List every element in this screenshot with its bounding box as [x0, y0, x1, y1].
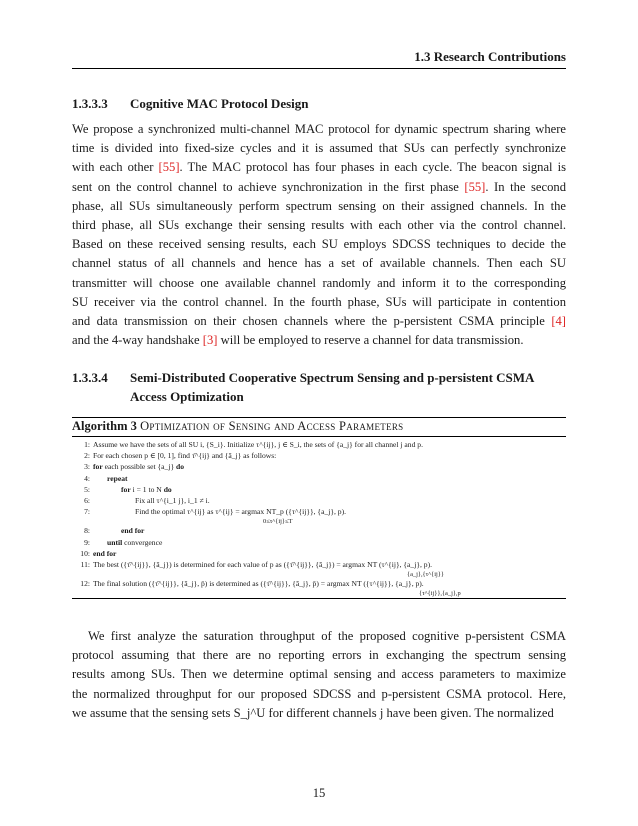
keyword: do: [176, 462, 185, 472]
line-text: Assume we have the sets of all SU i, {S_i}. Initialize τ^{ij}, j ∈ S_i, the sets of {a_j} for all channel j and p.: [93, 440, 423, 449]
section-title-line2: Access Optimization: [130, 389, 244, 404]
text-run: sent on the control channel to achieve synchronization in the first phase: [72, 179, 465, 194]
citation-link[interactable]: [55]: [464, 179, 486, 194]
line-text: {a_j},{τ^{ij}}: [407, 571, 444, 579]
algorithm-line: [72, 485, 172, 494]
paragraph-line: the normalized throughput for our proposed SDCSS and p-persistent CSMA protocol. Here,: [72, 686, 566, 701]
text-run: . In the second: [485, 179, 566, 194]
algorithm-top-rule: [72, 417, 566, 418]
algorithm-line: [72, 440, 423, 449]
citation-link[interactable]: [3]: [202, 333, 218, 348]
paragraph-line: channel status of all channels and hence has a set of available channels. Then each SU: [72, 256, 566, 271]
text-run: and the 4-way handshake: [72, 333, 203, 348]
line-number: 3:: [84, 462, 90, 472]
paragraph-line: [72, 331, 566, 350]
algorithm-line: [72, 526, 144, 535]
paragraph-line: protocol assuming that there are no reporting errors in exchanging the spectrum sensing: [72, 648, 566, 663]
paragraph-line: third phase, all SUs exchange their sensing results with each other via the control channel.: [72, 218, 566, 233]
section-title: Cognitive MAC Protocol Design: [130, 96, 309, 111]
line-text: The final solution ({τ̄^{ij}}, {ā_j}, p̄) is determined as ({τ̄^{ij}}, {ā_j}, p̄) = argmax NT ({τ^{ij}}, {a_j}, p).: [93, 579, 424, 589]
line-text: For each chosen p ∈ [0, 1], find τ̄^{ij} and {ā_j} as follows:: [93, 451, 277, 461]
paragraph-line: SU receiver via the control channel. In the fourth phase, SUs will participate in contention: [72, 294, 566, 309]
section-heading-1333: [72, 96, 308, 112]
line-number: 1:: [84, 440, 90, 449]
section-title-line1: Semi-Distributed Cooperative Spectrum Sensing and p-persistent CSMA: [130, 370, 535, 385]
line-number: 5:: [84, 484, 90, 494]
algorithm-line: [72, 579, 424, 588]
algorithm-line: [72, 507, 346, 516]
paragraph-line: transmitter will choose one available channel randomly and inform it to the corresponding: [72, 275, 566, 290]
line-number: 9:: [84, 537, 90, 547]
paragraph-line: We propose a synchronized multi-channel MAC protocol for dynamic spectrum sharing where: [72, 122, 566, 136]
section-number: 1.3.3.3: [72, 96, 108, 111]
algorithm-subscript: [72, 590, 461, 597]
body-paragraph-mac: [72, 120, 566, 350]
paragraph-line: Based on these received sensing results, each SU employs SDCSS techniques to decide the: [72, 237, 566, 252]
line-text: The best ({τ̄^{ij}}, {ā_j}) is determined for each value of p as ({τ̄^{ij}}, {ā_j}) = argmax NT (τ^{ij}, {a_j}, p).: [93, 560, 433, 569]
algorithm-line: [72, 462, 184, 471]
algorithm-line: [72, 474, 128, 483]
algorithm-title: Optimization of Sensing and Access Parameters: [140, 419, 404, 433]
paragraph-line: results among SUs. Then we determine optimal sensing and access parameters to maximize: [72, 667, 566, 682]
keyword: do: [163, 484, 172, 494]
paragraph-line: [72, 158, 566, 177]
algorithm-line: [72, 451, 276, 460]
line-text: each possible set {a_j}: [102, 462, 176, 472]
body-paragraph-analysis: [72, 627, 566, 723]
line-number: 8:: [84, 526, 90, 536]
line-number: 2:: [84, 451, 90, 461]
algorithm-caption: [72, 419, 403, 434]
line-number: 11:: [80, 560, 90, 569]
citation-link[interactable]: [4]: [551, 314, 566, 329]
header-rule: [72, 68, 566, 69]
line-number: 10:: [80, 548, 90, 558]
line-number: 12:: [80, 579, 90, 589]
line-text: convergence: [122, 537, 163, 547]
running-header: 1.3 Research Contributions: [414, 49, 566, 64]
line-number: 4:: [84, 473, 90, 483]
algorithm-line: [72, 560, 432, 569]
paragraph-line: we assume that the sensing sets S_j^U for different channels j have been given. The normalized: [72, 705, 554, 720]
line-number: 6:: [84, 496, 90, 505]
algorithm-subscript: [72, 571, 444, 578]
line-text: Fix all τ^{i_1 j}, i_1 ≠ i.: [135, 496, 210, 505]
page-number: 15: [312, 786, 326, 800]
algorithm-line: [72, 549, 116, 558]
line-text: i = 1 to N: [130, 484, 164, 494]
line-text: Find the optimal τ^{ij} as τ^{ij} = argmax NT_p ({τ^{ij}}, {a_j}, p).: [135, 507, 347, 517]
paragraph-line: time is divided into fixed-size cycles and it is assumed that SUs can perfectly synchronize: [72, 141, 566, 156]
paragraph-line: phase, all SUs simultaneously perform spectrum sensing on their assigned channels. In the: [72, 198, 566, 213]
keyword: repeat: [107, 473, 128, 483]
text-run: and data transmission on their chosen channels where the p-persistent CSMA principle: [72, 314, 552, 329]
paragraph-line: We first analyze the saturation throughput of the proposed cognitive p-persistent CSMA: [88, 629, 566, 643]
paragraph-line: [72, 312, 566, 331]
line-text: 0≤τ^{ij}≤T: [263, 518, 293, 526]
keyword: end for: [93, 548, 117, 558]
paragraph-line: [72, 178, 566, 197]
keyword: end for: [121, 526, 145, 536]
algorithm-subscript: [72, 518, 292, 525]
text-run: . The MAC protocol has four phases in each cycle. The beacon signal is: [179, 160, 566, 175]
algorithm-line: [72, 496, 210, 505]
algorithm-bottom-rule: [72, 598, 566, 599]
line-number: 7:: [84, 507, 90, 517]
text-run: with each other: [72, 160, 159, 175]
algorithm-label: Algorithm 3: [72, 419, 137, 433]
section-heading-1334: [72, 368, 534, 406]
citation-link[interactable]: [55]: [158, 160, 180, 175]
keyword: for: [121, 484, 131, 494]
text-run: will be employed to reserve a channel for data transmission.: [217, 333, 524, 348]
line-text: {τ^{ij}},{a_j},p: [419, 590, 461, 598]
section-number: 1.3.3.4: [72, 370, 108, 385]
algorithm-line: [72, 538, 162, 547]
keyword: for: [93, 462, 103, 472]
keyword: until: [107, 537, 123, 547]
algorithm-mid-rule: [72, 436, 566, 437]
